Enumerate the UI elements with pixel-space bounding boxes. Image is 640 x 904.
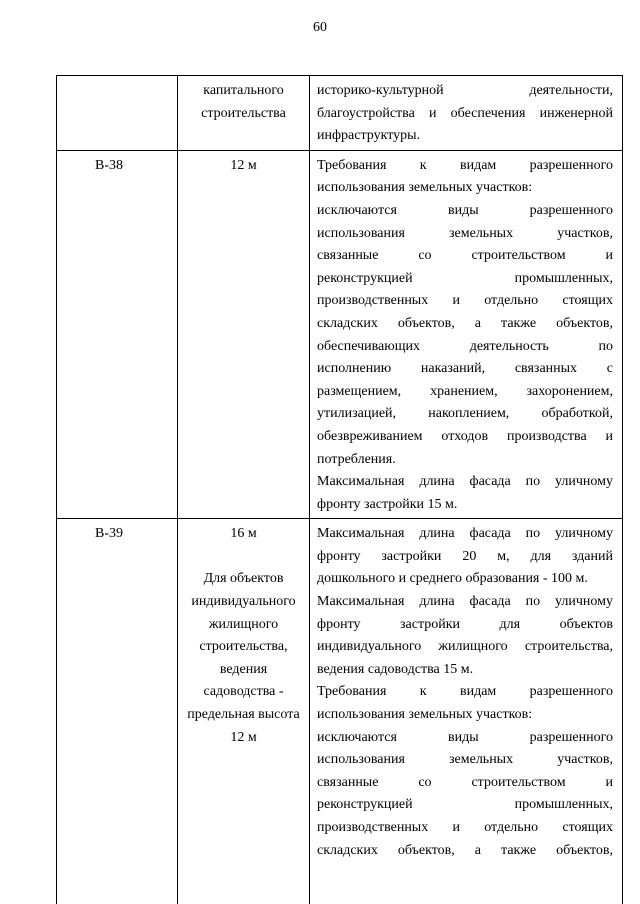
text-line: фронту застройки 20 м, для зданий bbox=[317, 548, 613, 564]
requirements-cell bbox=[310, 519, 623, 904]
text-line: дошкольного и среднего образования - 100 м. bbox=[317, 571, 588, 587]
text-line: Требования к видам разрешенного bbox=[317, 684, 613, 700]
text-line: Максимальная длина фасада по уличному bbox=[317, 474, 613, 490]
zone-code-cell: В-39 bbox=[57, 519, 178, 904]
text-line: исключаются виды разрешенного bbox=[317, 729, 613, 745]
text-line: фронту застройки 15 м. bbox=[317, 496, 458, 512]
page-number: 60 bbox=[313, 20, 327, 35]
text-line: ведения садоводства 15 м. bbox=[317, 661, 474, 677]
text-line: исключаются виды разрешенного bbox=[317, 202, 613, 218]
text-line: использования земельных участков, bbox=[317, 225, 613, 241]
height-line: Для объектов bbox=[203, 571, 284, 587]
text-line: историко-культурной деятельности, bbox=[317, 83, 613, 98]
height-line: садоводства - bbox=[203, 684, 284, 700]
height-cell bbox=[178, 150, 310, 519]
table-row bbox=[57, 519, 623, 904]
text-line: исполнению наказаний, связанных с bbox=[317, 361, 613, 377]
height-line: 12 м bbox=[230, 157, 257, 173]
text-line: складских объектов, а также объектов, bbox=[317, 315, 613, 331]
text-line: обезвреживанием отходов производства и bbox=[317, 428, 613, 444]
text-line: размещением, хранением, захоронением, bbox=[317, 383, 613, 399]
text-line: инфраструктуры. bbox=[317, 128, 421, 144]
text-line: связанные со строительством и bbox=[317, 774, 613, 790]
zoning-table bbox=[56, 75, 623, 904]
text-line: Максимальная длина фасада по уличному bbox=[317, 594, 613, 610]
height-line: 12 м bbox=[230, 729, 257, 745]
text-line: складских объектов, а также объектов, bbox=[317, 842, 613, 858]
zone-code-cell: В-38 bbox=[57, 150, 178, 519]
height-line: жилищного bbox=[208, 616, 279, 632]
text-line: реконструкцией промышленных, bbox=[317, 797, 613, 813]
text-line: реконструкцией промышленных, bbox=[317, 270, 613, 286]
text-line: производственных и отдельно стоящих bbox=[317, 293, 613, 309]
requirements-cell bbox=[310, 76, 623, 151]
text-line: Требования к видам разрешенного bbox=[317, 157, 613, 173]
text-line: использования земельных участков, bbox=[317, 752, 613, 768]
height-cell bbox=[178, 519, 310, 904]
text-line: связанные со строительством и bbox=[317, 248, 613, 264]
height-line: предельная высота bbox=[187, 707, 300, 723]
height-line: строительства bbox=[201, 105, 286, 121]
text-line: благоустройства и обеспечения инженерной bbox=[317, 105, 613, 121]
height-cell bbox=[178, 76, 310, 151]
height-line: 16 м bbox=[230, 526, 257, 542]
text-line: производственных и отдельно стоящих bbox=[317, 820, 613, 835]
height-line: ведения bbox=[219, 661, 268, 677]
text-line: использования земельных участков: bbox=[317, 180, 533, 196]
height-line: капитального bbox=[203, 83, 284, 98]
text-line: обеспечивающих деятельность по bbox=[317, 338, 613, 354]
text-line: Максимальная длина фасада по уличному bbox=[317, 526, 613, 542]
text-line: утилизацией, накоплением, обработкой, bbox=[317, 406, 613, 422]
table-row bbox=[57, 150, 623, 519]
height-line: строительства, bbox=[199, 639, 288, 655]
text-line: потребления. bbox=[317, 451, 396, 467]
zone-code-cell bbox=[57, 76, 178, 151]
text-line: фронту застройки для объектов bbox=[317, 616, 613, 632]
table-row bbox=[57, 76, 623, 151]
text-line: индивидуального жилищного строительства, bbox=[317, 639, 613, 655]
blank-line bbox=[178, 546, 309, 569]
requirements-cell bbox=[310, 150, 623, 519]
text-line: использования земельных участков: bbox=[317, 707, 533, 723]
height-line: индивидуального bbox=[191, 594, 296, 610]
